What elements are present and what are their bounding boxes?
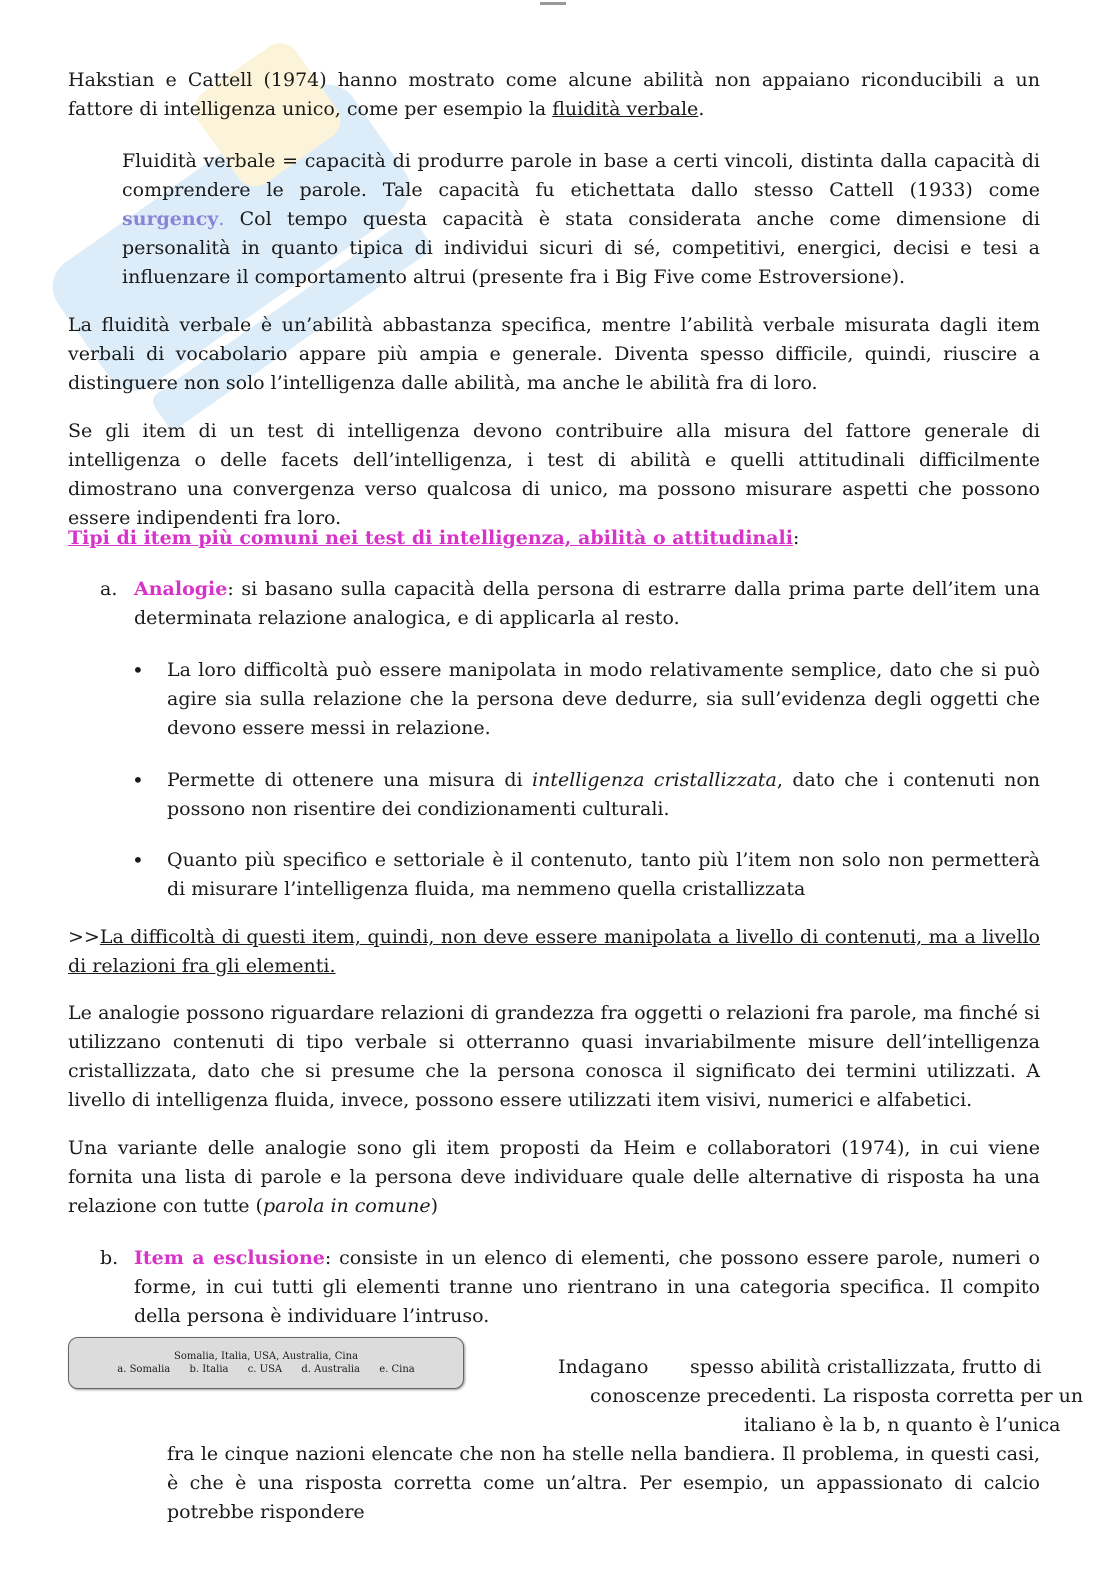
intro-text: Hakstian e Cattell (1974) hanno mostrato come alcune abilità non appaiano riconducibili a un fattore di intelligenza unico, come per esempio la [68, 69, 1040, 120]
header-mark [540, 2, 566, 5]
sub-bullet-dot: • [132, 848, 144, 872]
item-a-analogie [134, 575, 1040, 633]
analogie-text: : si basano sulla capacità della persona di estrarre dalla prima parte dell’item una determinata relazione analogica, e di applicarla al resto. [134, 578, 1040, 629]
analogie-bullet-specific: Quanto più specifico e settoriale è il contenuto, tanto più l’item non solo non permetterà di misurare l’intelligenza fluida, ma nemmeno quella cristallizzata [167, 849, 1040, 900]
side-line1a: Indagano [558, 1356, 649, 1378]
side-note-continuation: fra le cinque nazioni elencate che non ha stelle nella bandiera. Il problema, in questi casi, è che è una risposta corretta come un’altra. Per esempio, un appassionato di calcio potrebbe rispondere [167, 1443, 1040, 1523]
side-line1b: spesso abilità cristallizzata, frutto di [690, 1356, 1042, 1378]
bullet1-text: Fluidità verbale = capacità di produrre parole in base a certi vincoli, distinta dalla capacità di comprendere le parole. Tale capacità fu etichettata dallo stesso Cattell (1933) come [122, 150, 1040, 201]
side-line3: italiano è la b, n quanto è l’unica [744, 1414, 1061, 1436]
paragraph-analogies-relations: Le analogie possono riguardare relazioni di grandezza fra oggetti o relazioni fra parole, ma finché si utilizzano contenuti di tipo verbale si otterranno quasi invariabilmente misure dell’intelligenza cristallizzata, dato che si presume che la persona conosca il significato dei termini utilizzati. A livello di intelligenza fluida, invece, possono essere utilizzati item visivi, numerici e alfabetici. [68, 1002, 1040, 1111]
item-a-label: a. [100, 578, 118, 600]
bullet1-end: Col tempo questa capacità è stata considerata anche come dimensione di personalità in quanto tipica di individui sicuri di sé, competitivi, energici, decisi e tesi a influenzare il comportamento altrui (presente fra i Big Five come Estroversione). [122, 208, 1040, 288]
item-b-exclusion [134, 1244, 1040, 1331]
b2-end: , dato che i contenuti non possono non risentire dei condizionamenti culturali. [167, 769, 1040, 820]
option-d: d. Australia [301, 1364, 361, 1375]
option-b: b. Italia [189, 1364, 229, 1375]
section-heading [68, 524, 1040, 553]
difficulty-note [68, 923, 1040, 981]
side-line2: conoscenze precedenti. La risposta corretta per un [590, 1385, 1084, 1407]
heim-emphasis: parola in comune [262, 1195, 431, 1217]
b2-start: Permette di ottenere una misura di [167, 769, 532, 791]
paragraph-item-tests: Se gli item di un test di intelligenza devono contribuire alla misura del fattore generale di intelligenza o delle facets dell’intelligenza, i test di abilità e quelli attitudinali difficilmente dimostrano una convergenza verso qualcosa di unico, ma possono misurare aspetti che possono essere indipendenti fra loro. [68, 420, 1040, 529]
paragraph-fluency-specific: La fluidità verbale è un’abilità abbastanza specifica, mentre l’abilità verbale misurata dagli item verbali di vocabolario appare più ampia e generale. Diventa spesso difficile, quindi, riuscire a distinguere non solo l’intelligenza dalle abilità, ma anche le abilità fra di loro. [68, 314, 1040, 394]
heading-colon: : [792, 527, 800, 549]
intro-paragraph [68, 66, 1040, 124]
analogie-bullet-difficulty: La loro difficoltà può essere manipolata in modo relativamente semplice, dato che si può agire sia sulla relazione che la persona deve dedurre, sia sull’evidenza degli oggetti che devono essere messi in relazione. [167, 659, 1040, 739]
item-b-label: b. [100, 1247, 119, 1269]
exclusion-text: : consiste in un elenco di elementi, che possono essere parole, numeri o forme, in cui tutti gli elementi tranne uno rientrano in una categoria specifica. Il compito della persona è individuare l’intruso. [134, 1247, 1040, 1327]
option-a: a. Somalia [117, 1364, 171, 1375]
surgency-punct: . [218, 208, 225, 230]
example-item-box [68, 1337, 464, 1389]
surgency-term: surgency [122, 208, 219, 230]
verbal-fluency-bullet [122, 147, 1040, 292]
b2-emphasis: intelligenza cristallizzata [532, 769, 777, 791]
exclusion-term: Item a esclusione [134, 1247, 325, 1269]
option-c: c. USA [247, 1364, 283, 1375]
note-prefix: >> [68, 926, 100, 948]
heim-end: ) [430, 1195, 439, 1217]
analogie-bullet-crystallized [167, 766, 1040, 824]
option-e: e. Cina [379, 1364, 415, 1375]
example-options [69, 1363, 463, 1376]
note-text: La difficoltà di questi item, quindi, non deve essere manipolata a livello di contenuti, ma a livello di relazioni fra gli elementi. [68, 926, 1040, 977]
intro-end: . [698, 98, 705, 120]
analogie-term: Analogie [134, 578, 228, 600]
paragraph-heim-variant [68, 1134, 1040, 1221]
example-question: Somalia, Italia, USA, Australia, Cina [173, 1351, 359, 1362]
fluidity-link[interactable]: fluidità verbale [552, 98, 699, 120]
sub-bullet-dot: • [132, 658, 144, 682]
heading-text: Tipi di item più comuni nei test di intelligenza, abilità o attitudinali [68, 527, 793, 549]
sub-bullet-dot: • [132, 768, 144, 792]
heim-text: Una variante delle analogie sono gli item proposti da Heim e collaboratori (1974), in cui viene fornita una lista di parole e la persona deve individuare quale delle alternative di risposta ha una relazione con tutte ( [68, 1137, 1040, 1217]
